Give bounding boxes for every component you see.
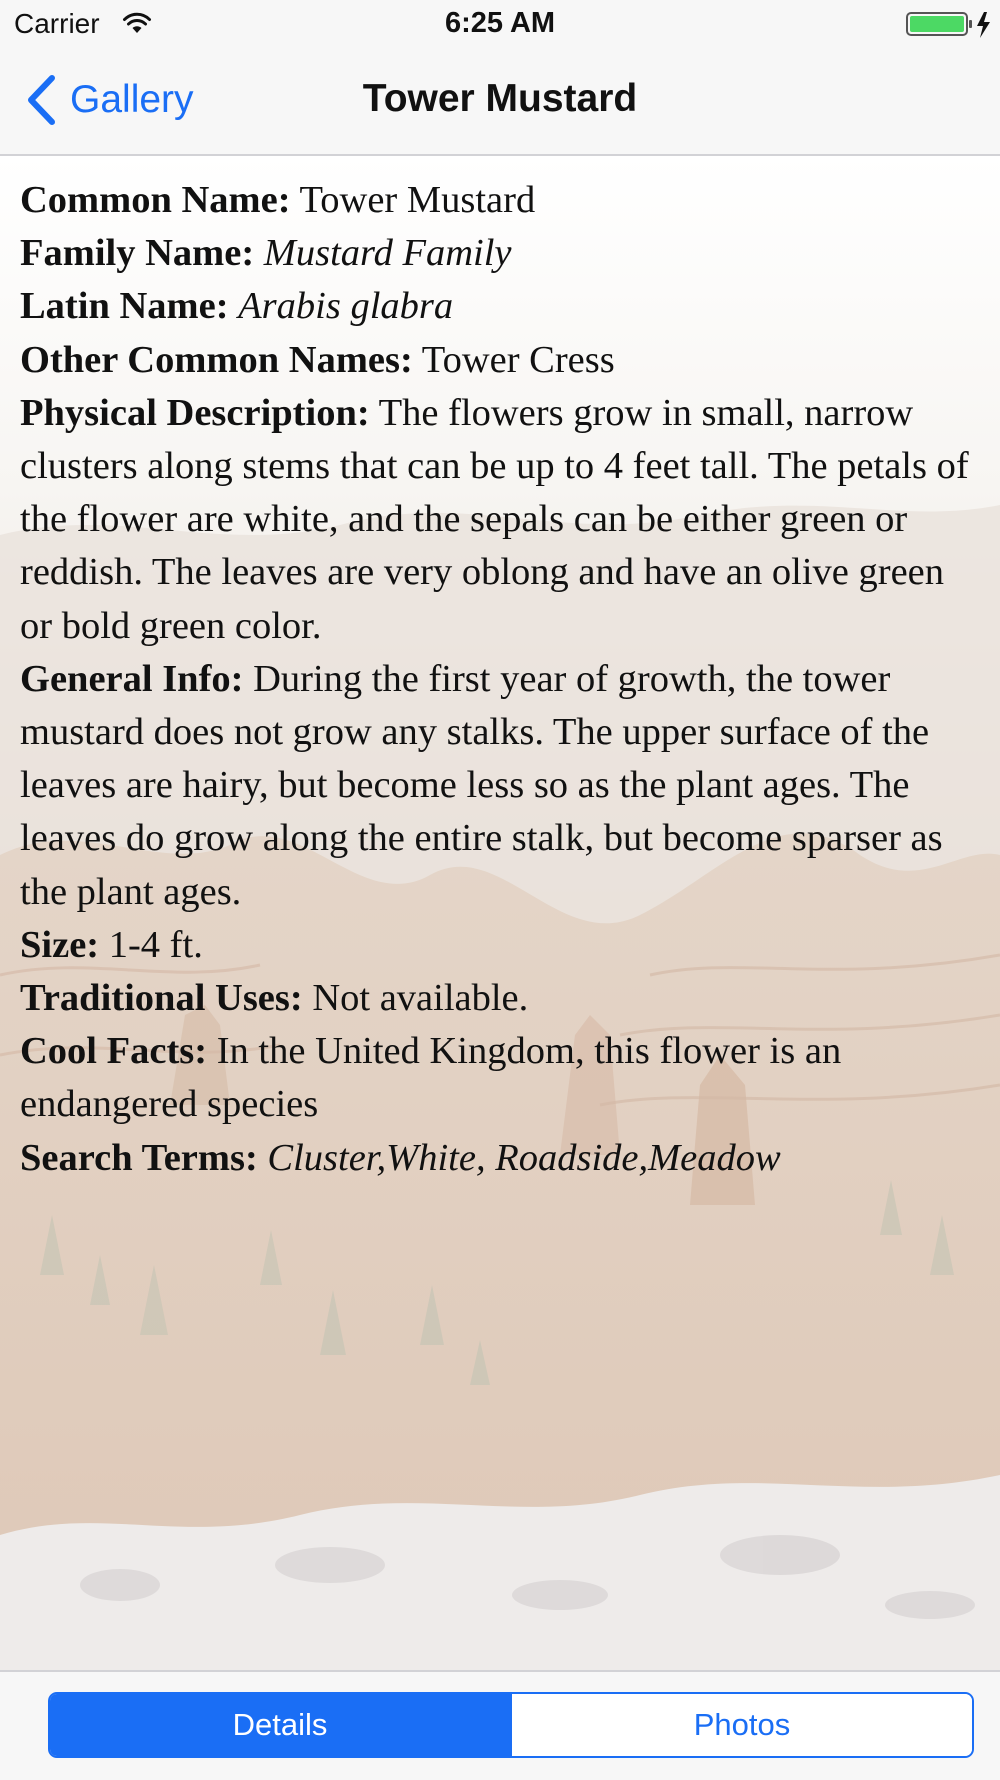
- common-name-value: Tower Mustard: [299, 179, 536, 221]
- carrier-label: Carrier: [14, 8, 100, 39]
- navigation-bar: [0, 48, 1000, 156]
- size-row: [20, 919, 985, 972]
- traditional-uses-value: Not available.: [312, 977, 529, 1020]
- general-info-label: General Info:: [20, 657, 244, 700]
- other-common-names-value: Tower Cress: [421, 338, 615, 381]
- latin-name-row: [20, 280, 985, 333]
- family-name-value: Mustard Family: [263, 232, 512, 275]
- general-info-row: [20, 653, 985, 919]
- general-info-value: During the first year of growth, the tower mustard does not grow any stalks. The upper surface of the leaves are hairy, but become less so as the plant ages. The leaves do grow along the entire stalk, but become sparser as the plant ages.: [20, 657, 943, 913]
- common-name-row: [20, 174, 985, 227]
- page-title: Tower Mustard: [362, 77, 638, 120]
- physical-description-row: [20, 387, 985, 653]
- segment-photos[interactable]: Photos: [510, 1694, 972, 1756]
- battery-charging-icon: [906, 11, 992, 44]
- segment-details[interactable]: Details: [50, 1694, 510, 1756]
- cool-facts-label: Cool Facts:: [20, 1030, 208, 1073]
- traditional-uses-label: Traditional Uses:: [20, 977, 303, 1020]
- size-label: Size:: [20, 923, 100, 966]
- cool-facts-row: [20, 1025, 985, 1131]
- family-name-label: Family Name:: [20, 232, 255, 275]
- physical-description-label: Physical Description:: [20, 391, 370, 434]
- bottom-toolbar: [0, 1670, 1000, 1780]
- segmented-control: [48, 1692, 974, 1758]
- traditional-uses-row: [20, 972, 985, 1025]
- search-terms-row: [20, 1132, 985, 1185]
- physical-description-value: The flowers grow in small, narrow clusters along stems that can be up to 4 feet tall. The petals of the flower are white, and the sepals can be either green or reddish. The leaves are very oblong and have an olive green or bold green color.: [20, 391, 969, 647]
- other-common-names-row: [20, 334, 985, 387]
- plant-details: [20, 174, 985, 1185]
- size-value: 1-4 ft.: [108, 923, 203, 966]
- search-terms-label: Search Terms:: [20, 1136, 258, 1179]
- status-time: 6:25 AM: [444, 7, 556, 39]
- family-name-row: [20, 227, 985, 280]
- search-terms-value: Cluster,White, Roadside,Meadow: [267, 1136, 781, 1179]
- latin-name-label: Latin Name:: [20, 285, 229, 328]
- other-common-names-label: Other Common Names:: [20, 338, 413, 381]
- status-bar: [0, 0, 1000, 48]
- cool-facts-value: In the United Kingdom, this flower is an endangered species: [20, 1030, 842, 1126]
- back-button-label: Gallery: [70, 78, 194, 121]
- common-name-label: Common Name:: [20, 179, 291, 221]
- latin-name-value: Arabis glabra: [238, 285, 454, 328]
